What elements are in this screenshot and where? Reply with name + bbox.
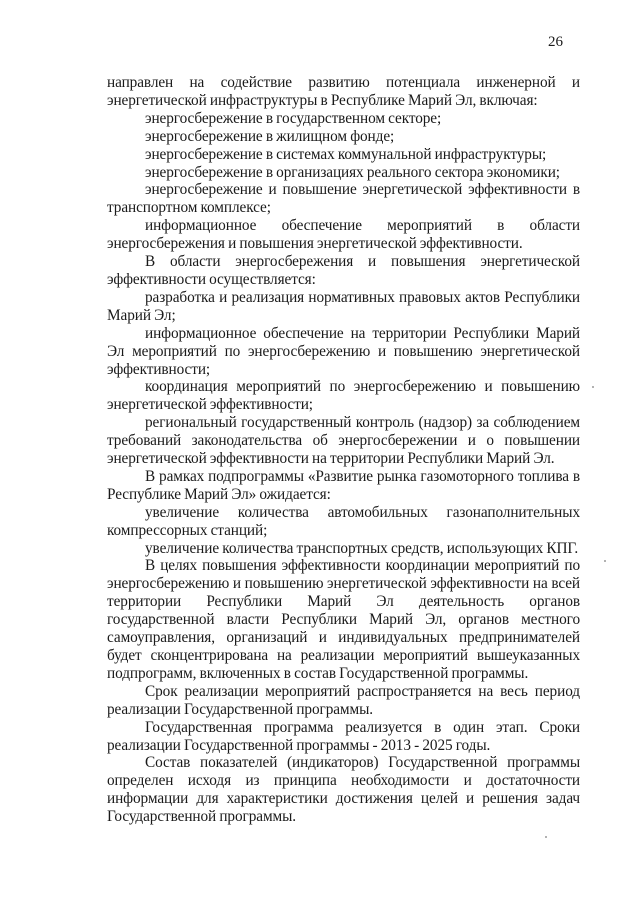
list-item-coordination: координация мероприятий по энергосбережению и повышению энергетической эффективности; bbox=[107, 378, 580, 414]
paragraph-indicators: Состав показателей (индикаторов) Государственной программы определен исходя из принципа необходимости и достаточности информации для характеристики достижения целей и решения задач Государственной программы. bbox=[107, 754, 580, 826]
scan-speck bbox=[592, 386, 594, 388]
paragraph-coordination-goals: В целях повышения эффективности координации мероприятий по энергосбережению и повышению энергетической эффективности на всей территории Республики Марий Эл деятельность органов государственной власти Республики Марий Эл, органов местного самоуправления, организаций и индивидуальных предпринимателей будет сконцентрирована на реализации мероприятий вышеуказанных подпрограмм, включенных в состав Государственной программы. bbox=[107, 557, 580, 682]
list-item-information: информационное обеспечение мероприятий в области энергосбережения и повышения энергетической эффективности. bbox=[107, 217, 580, 253]
page-number: 26 bbox=[548, 34, 563, 50]
list-item-transport: энергосбережение и повышение энергетической эффективности в транспортном комплексе; bbox=[107, 181, 580, 217]
list-item-legal-acts: разработка и реализация нормативных правовых актов Республики Марий Эл; bbox=[107, 288, 580, 324]
list-item-cng-vehicles: увеличение количества транспортных средств, использующих КПГ. bbox=[145, 539, 579, 557]
paragraph-activities-heading: В области энергосбережения и повышения энергетической эффективности осуществляется: bbox=[107, 253, 580, 288]
list-item-gas-stations: увеличение количества автомобильных газонаполнительных компрессорных станций; bbox=[107, 503, 580, 539]
scan-speck bbox=[545, 836, 547, 838]
document-body bbox=[107, 74, 580, 826]
list-item-housing: энергосбережение в жилищном фонде; bbox=[145, 127, 395, 145]
list-item-regional-control: региональный государственный контроль (надзор) за соблюдением требований законодательства об энергосбережении и о повышении энергетической эффективности на территории Республики Марий Эл. bbox=[107, 414, 580, 468]
paragraph-intro: направлен на содействие развитию потенциала инженерной и энергетической инфраструктуры в Республике Марий Эл, включая: bbox=[107, 74, 580, 109]
list-item-info-support: информационное обеспечение на территории Республики Марий Эл мероприятий по энергосбережению и повышению энергетической эффективности; bbox=[107, 324, 580, 378]
list-item-real-sector: энергосбережение в организациях реального сектора экономики; bbox=[145, 163, 560, 181]
list-item-public-sector: энергосбережение в государственном секторе; bbox=[145, 109, 442, 127]
paragraph-implementation-period: Срок реализации мероприятий распространяется на весь период реализации Государственной программы. bbox=[107, 682, 580, 718]
paragraph-program-stages: Государственная программа реализуется в один этап. Сроки реализации Государственной программы - 2013 - 2025 годы. bbox=[107, 718, 580, 754]
scan-speck bbox=[604, 560, 606, 562]
paragraph-gas-subprogram: В рамках подпрограммы «Развитие рынка газомоторного топлива в Республике Марий Эл» ожидается: bbox=[107, 467, 580, 503]
list-item-utilities: энергосбережение в системах коммунальной инфраструктуры; bbox=[145, 145, 547, 163]
